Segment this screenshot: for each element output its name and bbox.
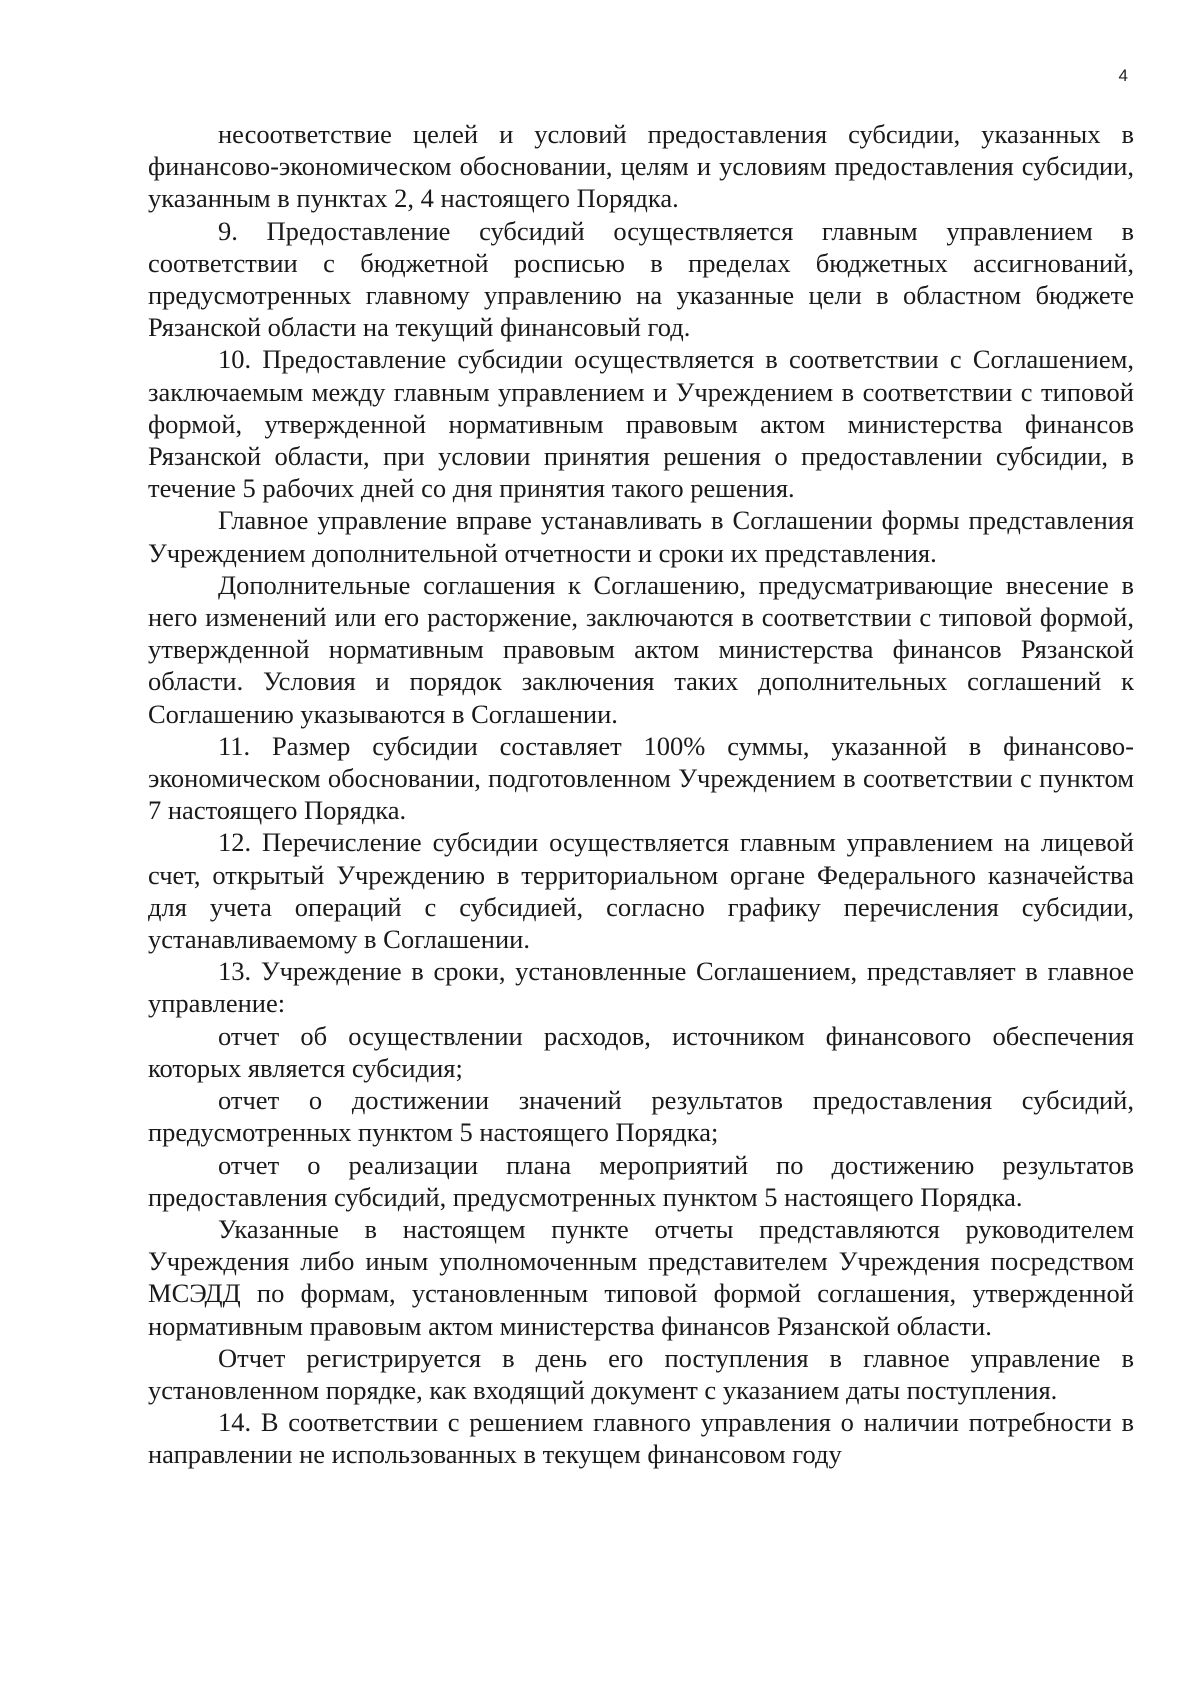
paragraph-additional-agreements: Дополнительные соглашения к Соглашению, предусматривающие внесение в него изменений или его расторжение, заключаются в соответствии с типовой формой, утвержденной нормативным правовым актом министерства финансов Рязанской области. Условия и порядок заключения таких дополнительных соглашений к Соглашению указываются в Соглашении. xyxy=(148,569,1134,729)
paragraph-report-expenses: отчет об осуществлении расходов, источником финансового обеспечения которых является субсидия; xyxy=(148,1020,1134,1083)
paragraph-item-11: 11. Размер субсидии составляет 100% суммы, указанной в финансово-экономическом обосновании, подготовленном Учреждением в соответствии с пунктом 7 настоящего Порядка. xyxy=(148,730,1134,826)
paragraph-continuation: несоответствие целей и условий предоставления субсидии, указанных в финансово-экономическом обосновании, целям и условиям предоставления субсидии, указанным в пунктах 2, 4 настоящего Порядка. xyxy=(148,119,1134,214)
paragraph-item-10: 10. Предоставление субсидии осуществляется в соответствии с Соглашением, заключаемым между главным управлением и Учреждением в соответствии с типовой формой, утвержденной нормативным правовым актом министерства финансов Рязанской области, при условии принятия решения о предоставлении субсидии, в течение 5 рабочих дней со дня принятия такого решения. xyxy=(148,344,1134,504)
paragraph-report-plan: отчет о реализации плана мероприятий по достижению результатов предоставления субсидий, предусмотренных пунктом 5 настоящего Порядка. xyxy=(148,1149,1134,1212)
paragraph-item-9: 9. Предоставление субсидий осуществляется главным управлением в соответствии с бюджетной росписью в пределах бюджетных ассигнований, предусмотренных главному управлению на указанные цели в областном бюджете Рязанской области на текущий финансовый год. xyxy=(148,215,1134,343)
paragraph-report-submission: Указанные в настоящем пункте отчеты представляются руководителем Учреждения либо иным уполномоченным представителем Учреждения посредством МСЭДД по формам, установленным типовой формой соглашения, утвержденной нормативным правовым актом министерства финансов Рязанской области. xyxy=(148,1213,1134,1341)
paragraph-reporting-forms: Главное управление вправе устанавливать в Соглашении формы представления Учреждением дополнительной отчетности и сроки их представления. xyxy=(148,505,1134,568)
paragraph-item-13: 13. Учреждение в сроки, установленные Соглашением, представляет в главное управление: xyxy=(148,956,1134,1019)
paragraph-report-results: отчет о достижении значений результатов предоставления субсидий, предусмотренных пунктом 5 настоящего Порядка; xyxy=(148,1085,1134,1148)
paragraph-item-14: 14. В соответствии с решением главного управления о наличии потребности в направлении не использованных в текущем финансовом году xyxy=(148,1407,1134,1470)
document-body xyxy=(148,118,1134,1471)
paragraph-report-registration: Отчет регистрируется в день его поступления в главное управление в установленном порядке, как входящий документ с указанием даты поступления. xyxy=(148,1342,1134,1405)
paragraph-item-12: 12. Перечисление субсидии осуществляется главным управлением на лицевой счет, открытый Учреждению в территориальном органе Федерального казначейства для учета операций с субсидией, согласно графику перечисления субсидии, устанавливаемому в Соглашении. xyxy=(148,827,1134,955)
page-number: 4 xyxy=(1118,66,1128,85)
